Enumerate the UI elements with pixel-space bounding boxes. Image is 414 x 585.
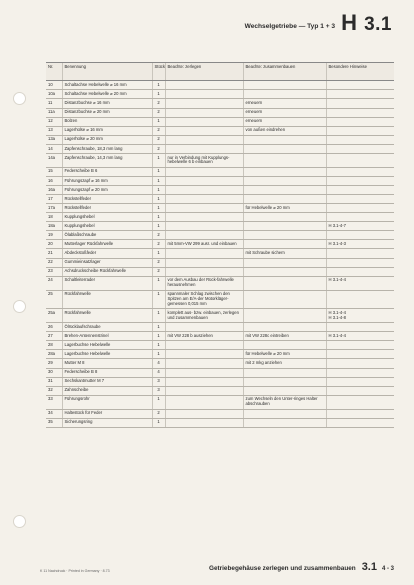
cell-nr: 10 (46, 81, 62, 90)
table-row (46, 258, 394, 267)
cell-nr: 16a (46, 185, 62, 194)
table-header-row (46, 63, 394, 81)
cell-b2: mit VW 228c eintreiben (243, 332, 326, 341)
table-row (46, 341, 394, 350)
table-row (46, 222, 394, 231)
cell-hin (326, 81, 394, 90)
cell-nr: 13a (46, 135, 62, 144)
table-row (46, 418, 394, 427)
cell-bez: Schaltachse Hebelwelle ⌀ 20 mm (62, 90, 152, 99)
cell-hin (326, 176, 394, 185)
col-header-stueck: Stück (152, 63, 165, 81)
cell-st: 1 (152, 332, 165, 341)
cell-b1 (165, 386, 243, 395)
cell-st: 1 (152, 195, 165, 204)
cell-bez: Schaltleiterrader (62, 276, 152, 290)
table-row (46, 290, 394, 309)
cell-b2: zum Wechseln den Unter-ringes Halter abschrauben (243, 395, 326, 409)
cell-hin (326, 204, 394, 213)
cell-b1 (165, 204, 243, 213)
cell-nr: 11 (46, 99, 62, 108)
cell-b1 (165, 368, 243, 377)
cell-bez: Distanzbuchse ⌀ 20 mm (62, 108, 152, 117)
cell-b2 (243, 290, 326, 309)
cell-bez: Lagerbuchse Hebelwelle (62, 341, 152, 350)
cell-bez: Abdeckstoßfeder (62, 249, 152, 258)
cell-hin (326, 267, 394, 276)
cell-nr: 33 (46, 395, 62, 409)
cell-nr: 14a (46, 153, 62, 167)
cell-bez: Sicherungsring (62, 418, 152, 427)
cell-st: 1 (152, 309, 165, 323)
cell-nr: 25 (46, 290, 62, 309)
cell-b1 (165, 249, 243, 258)
cell-nr: 18a (46, 222, 62, 231)
cell-b1 (165, 213, 243, 222)
cell-nr: 29 (46, 359, 62, 368)
cell-b2: für Hebelwelle ⌀ 20 mm (243, 204, 326, 213)
cell-bez: Sechskantmutter M 7 (62, 377, 152, 386)
cell-b2 (243, 195, 326, 204)
cell-b2 (243, 176, 326, 185)
cell-st: 1 (152, 290, 165, 309)
cell-hin (326, 117, 394, 126)
table-row (46, 249, 394, 258)
cell-nr: 18 (46, 213, 62, 222)
table-row (46, 99, 394, 108)
cell-hin (326, 377, 394, 386)
cell-hin (326, 395, 394, 409)
cell-b2 (243, 167, 326, 176)
cell-b1 (165, 144, 243, 153)
cell-hin (326, 126, 394, 135)
cell-b1: spannmaler Schlag zwischen den Spitzen am E/A-der Motorkläger-gemessen 0,015 mm (165, 290, 243, 309)
cell-st: 2 (152, 126, 165, 135)
table-row (46, 108, 394, 117)
cell-st: 2 (152, 135, 165, 144)
cell-b2 (243, 418, 326, 427)
table-row (46, 213, 394, 222)
footer-section-number: 3.1 (361, 561, 377, 573)
cell-b2 (243, 222, 326, 231)
cell-st: 1 (152, 350, 165, 359)
cell-st: 1 (152, 249, 165, 258)
cell-nr: 28a (46, 350, 62, 359)
cell-nr: 14 (46, 144, 62, 153)
cell-st: 3 (152, 386, 165, 395)
cell-b2 (243, 258, 326, 267)
cell-hin (326, 386, 394, 395)
cell-hin (326, 153, 394, 167)
cell-nr: 24 (46, 276, 62, 290)
cell-bez: Kupplungshebel (62, 213, 152, 222)
table-row (46, 231, 394, 240)
cell-nr: 23 (46, 267, 62, 276)
cell-b1 (165, 185, 243, 194)
cell-bez: Rückstellfeder (62, 204, 152, 213)
cell-b2 (243, 368, 326, 377)
cell-b2 (243, 153, 326, 167)
cell-b1 (165, 117, 243, 126)
cell-b1 (165, 323, 243, 332)
cell-b1 (165, 81, 243, 90)
cell-bez: Zahnscheibe (62, 386, 152, 395)
table-row (46, 267, 394, 276)
cell-b1 (165, 267, 243, 276)
section-letter: H (341, 10, 358, 35)
cell-nr: 19 (46, 231, 62, 240)
cell-st: 1 (152, 153, 165, 167)
cell-st: 2 (152, 258, 165, 267)
cell-b1 (165, 409, 243, 418)
cell-nr: 15 (46, 167, 62, 176)
cell-hin: H 3.1-4-4 (326, 276, 394, 290)
table-row (46, 332, 394, 341)
cell-b1 (165, 418, 243, 427)
cell-hin: H 3.1-4-4 H 3.1-4-8 (326, 309, 394, 323)
section-number: 3.1 (364, 14, 392, 35)
cell-st: 1 (152, 213, 165, 222)
cell-nr: 31 (46, 377, 62, 386)
cell-nr: 35 (46, 418, 62, 427)
cell-b1: nur in Verbindung mit Kupplungs-hebelwelle 6 b einbauen (165, 153, 243, 167)
table-row (46, 144, 394, 153)
table-row (46, 135, 394, 144)
cell-nr: 20 (46, 240, 62, 249)
cell-st: 2 (152, 144, 165, 153)
cell-bez: Federscheibe B 8 (62, 368, 152, 377)
cell-b2 (243, 81, 326, 90)
cell-b2 (243, 386, 326, 395)
cell-bez: Führungszapf ⌀ 20 mm (62, 185, 152, 194)
cell-bez: Ölrücklaufschraube (62, 323, 152, 332)
page-footer (209, 561, 394, 573)
table-row (46, 377, 394, 386)
cell-nr: 22 (46, 258, 62, 267)
cell-b2: mit Schraube sichern (243, 249, 326, 258)
cell-hin (326, 108, 394, 117)
cell-b2 (243, 144, 326, 153)
cell-b1 (165, 258, 243, 267)
cell-hin (326, 323, 394, 332)
cell-b1 (165, 222, 243, 231)
cell-hin (326, 231, 394, 240)
cell-hin (326, 249, 394, 258)
table-row (46, 350, 394, 359)
cell-b2 (243, 323, 326, 332)
cell-hin: H 3.1-4-7 (326, 222, 394, 231)
cell-st: 2 (152, 409, 165, 418)
cell-nr: 11a (46, 108, 62, 117)
table-row (46, 276, 394, 290)
cell-hin (326, 213, 394, 222)
table-row (46, 359, 394, 368)
cell-bez: Mutterlager Rückfahrwelle (62, 240, 152, 249)
cell-b1 (165, 108, 243, 117)
cell-b2 (243, 267, 326, 276)
cell-hin (326, 90, 394, 99)
cell-st: 1 (152, 185, 165, 194)
table-row (46, 309, 394, 323)
table-row (46, 368, 394, 377)
cell-hin (326, 409, 394, 418)
table-row (46, 204, 394, 213)
table-row (46, 117, 394, 126)
cell-b2 (243, 309, 326, 323)
cell-bez: Kupplungshebel (62, 222, 152, 231)
cell-hin (326, 418, 394, 427)
cell-st: 2 (152, 231, 165, 240)
cell-b2: erneuern (243, 108, 326, 117)
table-body (46, 81, 394, 428)
table-row (46, 176, 394, 185)
cell-st: 1 (152, 167, 165, 176)
cell-b1 (165, 99, 243, 108)
cell-nr: 26 (46, 323, 62, 332)
cell-nr: 30 (46, 368, 62, 377)
cell-b1 (165, 90, 243, 99)
cell-bez: Schaltachse Hebelwelle ⌀ 16 mm (62, 81, 152, 90)
col-header-zusammenbauen: Beachte: zusammenbauen (243, 63, 326, 81)
cell-nr: 17 (46, 195, 62, 204)
table-row (46, 409, 394, 418)
cell-nr: 13 (46, 126, 62, 135)
page-header (245, 12, 392, 34)
cell-nr: 32 (46, 386, 62, 395)
cell-bez: Lagerhülse ⌀ 20 mm (62, 135, 152, 144)
cell-b2: für Hebelwelle ⌀ 20 mm (243, 350, 326, 359)
cell-b1 (165, 195, 243, 204)
punch-hole-middle (13, 300, 26, 313)
cell-hin (326, 99, 394, 108)
cell-bez: Lagerbuchse Hebelwelle (62, 350, 152, 359)
cell-st: 1 (152, 323, 165, 332)
cell-b1 (165, 126, 243, 135)
cell-b1: mit 5mm-VW 299 ausr. und einbauen (165, 240, 243, 249)
cell-b2: mit 2 mkg anziehen (243, 359, 326, 368)
cell-st: 1 (152, 90, 165, 99)
table-row (46, 153, 394, 167)
cell-st: 2 (152, 108, 165, 117)
cell-st: 2 (152, 267, 165, 276)
cell-bez: Federscheibe B 6 (62, 167, 152, 176)
punch-hole-top (13, 92, 26, 105)
table-row (46, 81, 394, 90)
col-header-nr: Nr. (46, 63, 62, 81)
cell-b2: von außen eindrehen (243, 126, 326, 135)
cell-hin (326, 144, 394, 153)
cell-hin: H 3.1-4-4 (326, 332, 394, 341)
col-header-hinweise: Besondere Hinweise (326, 63, 394, 81)
cell-st: 1 (152, 81, 165, 90)
cell-b2 (243, 276, 326, 290)
footer-title: Getriebegehäuse zerlegen und zusammenbauen (209, 565, 356, 572)
cell-st: 2 (152, 240, 165, 249)
cell-nr: 25a (46, 309, 62, 323)
cell-hin (326, 341, 394, 350)
cell-bez: Bolzen (62, 117, 152, 126)
cell-st: 1 (152, 176, 165, 185)
cell-b2 (243, 377, 326, 386)
cell-bez: Gummieinsatzlager (62, 258, 152, 267)
cell-b2 (243, 135, 326, 144)
cell-st: 2 (152, 99, 165, 108)
table-row (46, 185, 394, 194)
print-note: K 11 Nachdruck · Printed in Germany · 8.73 (40, 569, 110, 573)
table-row (46, 126, 394, 135)
cell-b1 (165, 395, 243, 409)
cell-b2 (243, 231, 326, 240)
table-row (46, 167, 394, 176)
cell-b1 (165, 341, 243, 350)
cell-st: 1 (152, 117, 165, 126)
cell-b1 (165, 359, 243, 368)
col-header-zerlegen: Beachte: zerlegen (165, 63, 243, 81)
table-row (46, 240, 394, 249)
cell-b2 (243, 341, 326, 350)
cell-nr: 21 (46, 249, 62, 258)
cell-st: 1 (152, 341, 165, 350)
cell-b1: mit VW 228 b ausziehen (165, 332, 243, 341)
table-row (46, 195, 394, 204)
cell-st: 3 (152, 377, 165, 386)
cell-bez: Achsdruckscheibe Rückfahrwelle (62, 267, 152, 276)
col-header-bezeichnung: Benennung (62, 63, 152, 81)
cell-nr: 10a (46, 90, 62, 99)
cell-b2 (243, 409, 326, 418)
cell-b1 (165, 377, 243, 386)
cell-bez: Lagerhülse ⌀ 16 mm (62, 126, 152, 135)
cell-b1 (165, 135, 243, 144)
cell-bez: Ölablaßschraube (62, 231, 152, 240)
cell-hin (326, 368, 394, 377)
cell-hin (326, 135, 394, 144)
page-number: 4 - 3 (381, 566, 394, 572)
cell-b2: erneuern (243, 117, 326, 126)
punch-hole-bottom (13, 515, 26, 528)
cell-st: 1 (152, 222, 165, 231)
cell-hin (326, 185, 394, 194)
cell-bez: Mutter M 8 (62, 359, 152, 368)
cell-hin (326, 258, 394, 267)
cell-hin (326, 195, 394, 204)
cell-st: 1 (152, 276, 165, 290)
section-code (341, 12, 392, 34)
cell-hin (326, 167, 394, 176)
cell-b1 (165, 350, 243, 359)
cell-bez: Rückfahrwelle (62, 309, 152, 323)
cell-b2 (243, 240, 326, 249)
table-row (46, 323, 394, 332)
cell-bez: Führungsrohr (62, 395, 152, 409)
table-row (46, 395, 394, 409)
cell-b2 (243, 90, 326, 99)
header-title: Wechselgetriebe — Typ 1 + 3 (244, 23, 336, 30)
cell-nr: 27 (46, 332, 62, 341)
cell-bez: Haltestück für Feder (62, 409, 152, 418)
cell-bez: Brehen-Antennenstrinel (62, 332, 152, 341)
cell-b1: vor dem Ausbau der Rück-fahrwelle herausnehmen (165, 276, 243, 290)
cell-b1 (165, 167, 243, 176)
cell-b2: erneuern (243, 99, 326, 108)
cell-b1 (165, 231, 243, 240)
cell-bez: Zapfenschraube, 14,3 mm lang (62, 153, 152, 167)
cell-bez: Rückfahrwelle (62, 290, 152, 309)
cell-st: 4 (152, 368, 165, 377)
cell-nr: 28 (46, 341, 62, 350)
cell-b1: komplett aus- bzw. einbauen, zerlegen und zusammenbauen (165, 309, 243, 323)
cell-bez: Rückstellfeder (62, 195, 152, 204)
cell-nr: 12 (46, 117, 62, 126)
cell-hin (326, 359, 394, 368)
cell-nr: 17a (46, 204, 62, 213)
parts-table (46, 62, 394, 428)
cell-bez: Führungszapf ⌀ 16 mm (62, 176, 152, 185)
cell-st: 4 (152, 359, 165, 368)
cell-nr: 16 (46, 176, 62, 185)
cell-b2 (243, 185, 326, 194)
cell-bez: Zapfenschraube, 18,3 mm lang (62, 144, 152, 153)
cell-bez: Distanzbuchse ⌀ 16 mm (62, 99, 152, 108)
cell-hin (326, 290, 394, 309)
cell-hin (326, 350, 394, 359)
cell-nr: 34 (46, 409, 62, 418)
table-row (46, 90, 394, 99)
cell-st: 1 (152, 395, 165, 409)
cell-st: 1 (152, 418, 165, 427)
cell-b1 (165, 176, 243, 185)
cell-b2 (243, 213, 326, 222)
cell-hin: H 3.1-4-3 (326, 240, 394, 249)
table-row (46, 386, 394, 395)
cell-st: 1 (152, 204, 165, 213)
